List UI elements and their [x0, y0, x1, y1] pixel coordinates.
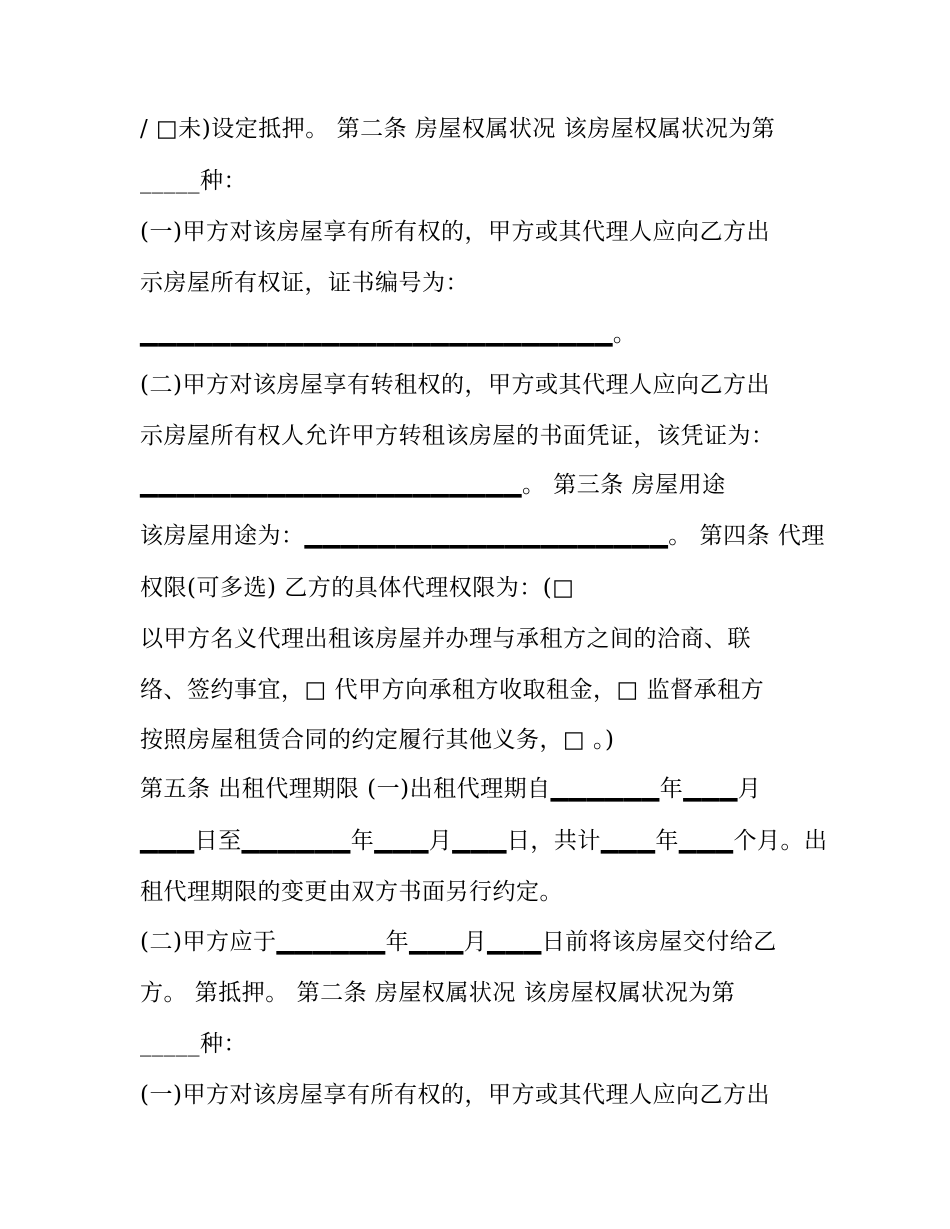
text-line: / □未)设定抵押。 第二条 房屋权属状况 该房屋权属状况为第	[140, 116, 776, 142]
text-line: _____种：	[140, 1031, 247, 1057]
text-line: 该房屋用途为：▁▁▁▁▁▁▁▁▁▁▁▁▁▁▁▁▁▁▁▁。 第四条 代理	[140, 523, 825, 549]
text-line: _____种：	[140, 168, 247, 194]
text-line: (二)甲方对该房屋享有转租权的，甲方或其代理人应向乙方出	[140, 372, 770, 398]
text-line: (一)甲方对该房屋享有所有权的，甲方或其代理人应向乙方出	[140, 219, 770, 245]
text-line: 示房屋所有权证，证书编号为：	[140, 270, 469, 296]
text-line: 方。 第抵押。 第二条 房屋权属状况 该房屋权属状况为第	[140, 980, 736, 1006]
text-line: (二)甲方应于▁▁▁▁▁▁年▁▁▁月▁▁▁日前将该房屋交付给乙	[140, 929, 777, 955]
text-line: (一)甲方对该房屋享有所有权的，甲方或其代理人应向乙方出	[140, 1082, 770, 1108]
text-line: ▁▁▁▁▁▁▁▁▁▁▁▁▁▁▁▁▁▁▁▁▁。 第三条 房屋用途	[140, 472, 726, 498]
text-line: 以甲方名义代理出租该房屋并办理与承租方之间的洽商、联	[140, 626, 751, 652]
text-line: ▁▁▁日至▁▁▁▁▁▁年▁▁▁月▁▁▁日，共计▁▁▁年▁▁▁个月。出	[140, 828, 828, 854]
text-line: 络、签约事宜，□ 代甲方向承租方收取租金，□ 监督承租方	[140, 677, 765, 703]
text-line: 示房屋所有权人允许甲方转租该房屋的书面凭证，该凭证为：	[140, 423, 775, 449]
text-line: 按照房屋租赁合同的约定履行其他义务，□ 。)	[140, 727, 615, 753]
text-line: 权限(可多选) 乙方的具体代理权限为：(□	[140, 575, 575, 601]
text-line: 第五条 出租代理期限 (一)出租代理期自▁▁▁▁▁▁年▁▁▁月	[140, 776, 762, 802]
text-line: ▁▁▁▁▁▁▁▁▁▁▁▁▁▁▁▁▁▁▁▁▁▁▁▁▁▁。	[140, 321, 637, 347]
text-line: 租代理期限的变更由双方书面另行约定。	[140, 879, 563, 905]
